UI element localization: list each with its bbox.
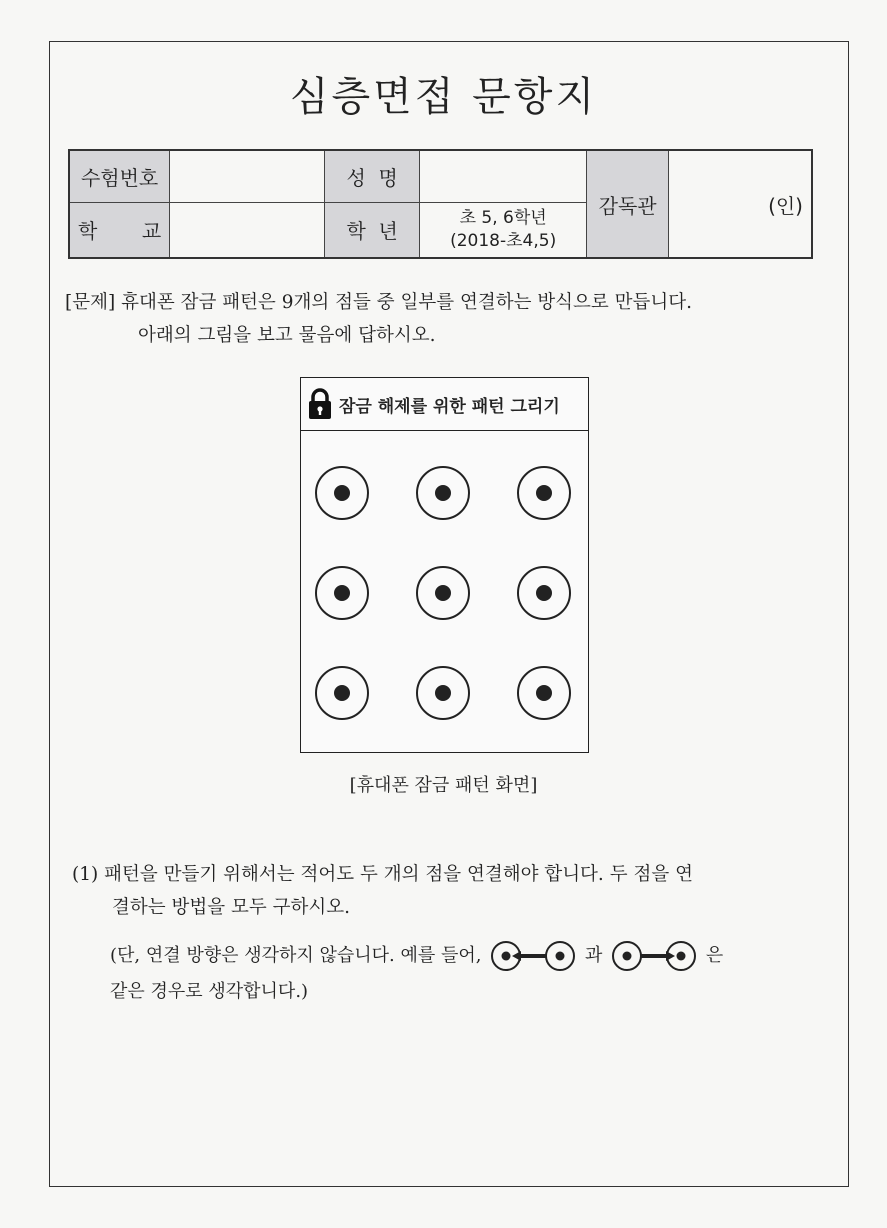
question-1 [72,858,842,924]
note-and: 과 [584,945,603,966]
question-note [110,938,840,1010]
problem-tag: [문제] [65,292,116,313]
pattern-dot[interactable] [517,466,571,520]
info-table [68,149,813,259]
note-start: (단, 연결 방향은 생각하지 않습니다. 예를 들어, [110,945,482,966]
grade-value-line1: 초 5, 6학년 [459,207,547,228]
pattern-dot[interactable] [416,666,470,720]
exam-no-label: 수험번호 [69,150,170,202]
grade-value-line2: (2018-초4,5) [450,230,557,251]
problem-statement [65,286,845,352]
problem-line2: 아래의 그림을 보고 물음에 답하시오. [138,325,436,346]
pattern-dot[interactable] [315,566,369,620]
phone-header [301,378,588,431]
arrow-left-example-icon [489,939,577,973]
figure-caption: [휴대폰 잠금 패턴 화면] [349,775,538,796]
question-number: (1) [72,864,99,885]
pattern-dot[interactable] [315,666,369,720]
problem-line1: 휴대폰 잠금 패턴은 9개의 점들 중 일부를 연결하는 방식으로 만듭니다. [121,292,693,313]
grade-label: 학 년 [325,202,420,258]
pattern-dot[interactable] [416,566,470,620]
supervisor-label: 감독관 [587,150,669,258]
school-field[interactable] [170,202,325,258]
pattern-dot[interactable] [416,466,470,520]
school-label: 학 교 [69,202,170,258]
name-label: 성 명 [325,150,420,202]
pattern-dot[interactable] [315,466,369,520]
page-title: 심층면접 문항지 [289,74,598,120]
note-line2: 같은 경우로 생각합니다.) [110,981,309,1002]
grade-value [420,202,587,258]
note-end: 은 [705,945,724,966]
seal-field[interactable]: (인) [669,150,812,258]
pattern-dot[interactable] [517,566,571,620]
arrow-right-example-icon [610,939,698,973]
name-field[interactable] [420,150,587,202]
exam-no-field[interactable] [170,150,325,202]
question-line1: 패턴을 만들기 위해서는 적어도 두 개의 점을 연결해야 합니다. 두 점을 연 [104,864,693,885]
pattern-dot[interactable] [517,666,571,720]
phone-lock-screen [300,377,589,753]
lock-icon [307,388,333,420]
question-line2: 결하는 방법을 모두 구하시오. [112,897,350,918]
phone-header-text: 잠금 해제를 위한 패턴 그리기 [339,396,560,417]
pattern-grid [301,431,587,751]
